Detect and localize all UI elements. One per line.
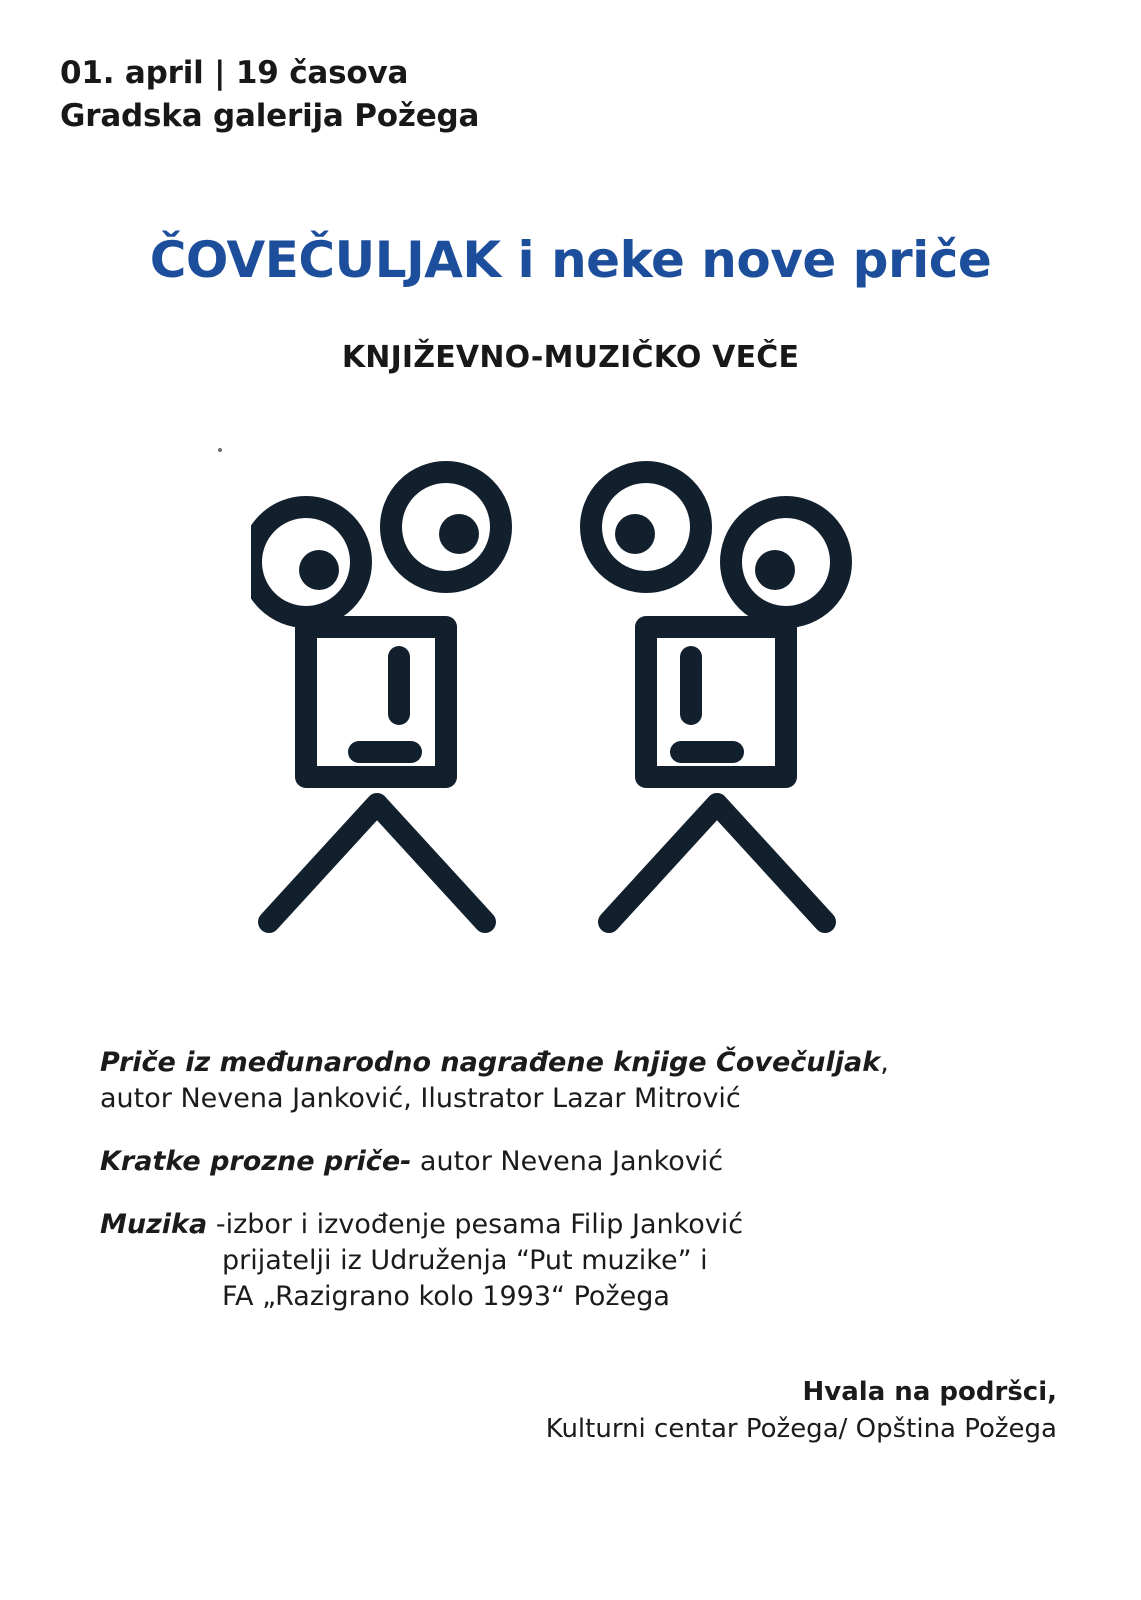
program-description <box>100 1018 1057 1340</box>
program-item-short-stories <box>100 1144 1057 1180</box>
event-header <box>60 52 479 138</box>
program-item-music <box>100 1207 1057 1315</box>
program-item-music-lead: Muzika <box>100 1208 208 1240</box>
program-item-music-performer: -izbor i izvođenje pesama Filip Janković <box>207 1208 744 1240</box>
thanks-note: Hvala na podršci, <box>802 1377 1057 1407</box>
program-item-music-line2: prijatelji iz Udruženja “Put muzike” i <box>222 1244 708 1276</box>
event-date-time: 01. april | 19 časova <box>60 55 409 91</box>
program-item-music-line3: FA „Razigrano kolo 1993“ Požega <box>222 1280 670 1312</box>
page-title: ČOVEČULJAK i neke nove priče <box>149 231 992 289</box>
program-item-book-comma: , <box>880 1047 889 1078</box>
page-subtitle: KNJIŽEVNO-MUZIČKO VEČE <box>341 340 800 375</box>
organizers: Kulturni centar Požega/ Opština Požega <box>545 1413 1057 1444</box>
program-item-short-stories-author: autor Nevena Janković <box>411 1145 724 1177</box>
program-item-book-authors: autor Nevena Janković, Ilustrator Lazar Mitrović <box>100 1082 741 1114</box>
stray-dot-mark <box>218 448 222 452</box>
credits-footer <box>546 1374 1057 1448</box>
program-item-book <box>100 1045 1057 1117</box>
event-venue: Gradska galerija Požega <box>60 97 480 134</box>
two-stick-figures-illustration <box>251 452 891 972</box>
program-item-short-stories-lead: Kratke prozne priče- <box>100 1145 412 1177</box>
program-item-book-lead: Priče iz međunarodno nagrađene knjige Čovečuljak <box>100 1047 881 1078</box>
